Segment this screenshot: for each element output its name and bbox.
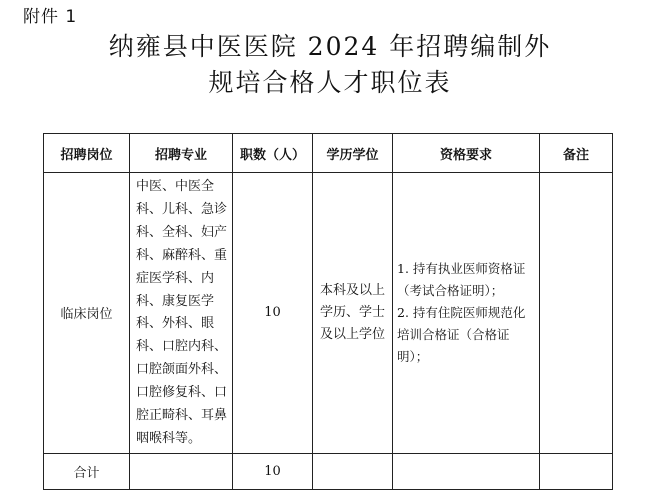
- positions-table: [43, 133, 613, 490]
- total-remarks: [540, 453, 613, 489]
- table-row: [44, 173, 613, 454]
- header-requirements: 资格要求: [393, 134, 540, 173]
- cell-count: 10: [233, 173, 313, 454]
- header-remarks: 备注: [540, 134, 613, 173]
- total-label: 合计: [44, 453, 130, 489]
- table-header-row: [44, 134, 613, 173]
- document-title-line-1: 纳雍县中医医院 2024 年招聘编制外: [108, 32, 552, 61]
- requirement-item: 2. 持有住院医师规范化培训合格证（合格证明）；: [397, 304, 526, 364]
- header-count: 职数（人）: [233, 134, 313, 173]
- cell-degree: 本科及以上学历、学士及以上学位: [313, 173, 393, 454]
- total-major: [130, 453, 233, 489]
- total-requirements: [393, 453, 540, 489]
- total-degree: [313, 453, 393, 489]
- cell-remarks: [540, 173, 613, 454]
- table-total-row: [44, 453, 613, 489]
- total-count: 10: [233, 453, 313, 489]
- document-title-line-2: 规培合格人才职位表: [208, 68, 452, 97]
- attachment-label: 附件 1: [23, 7, 78, 27]
- header-degree: 学历学位: [313, 134, 393, 173]
- requirement-item: 1. 持有执业医师资格证（考试合格证明）；: [397, 260, 526, 298]
- header-position: 招聘岗位: [44, 134, 130, 173]
- cell-requirements: [393, 173, 540, 454]
- cell-position: 临床岗位: [44, 173, 130, 454]
- header-major: 招聘专业: [130, 134, 233, 173]
- cell-major: 中医、中医全科、儿科、急诊科、全科、妇产科、麻醉科、重症医学科、内科、康复医学科、外科、眼科、口腔内科、口腔颌面外科、口腔修复科、口腔正畸科、耳鼻咽喉科等。: [130, 173, 233, 454]
